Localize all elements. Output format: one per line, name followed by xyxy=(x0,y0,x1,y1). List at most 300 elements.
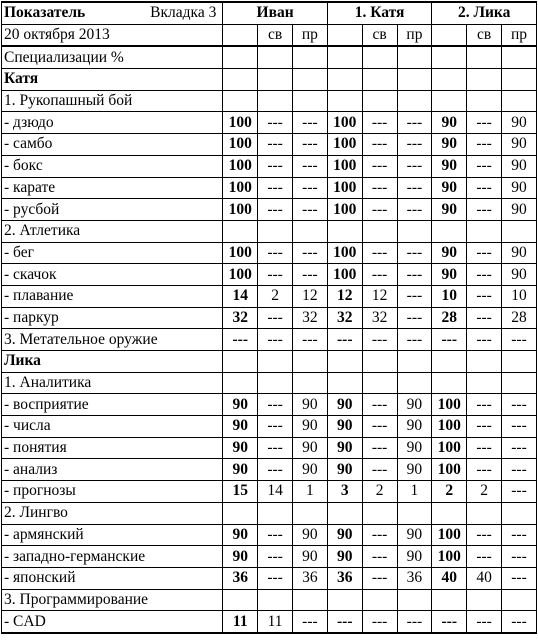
sv-cell: --- xyxy=(362,155,397,177)
header-tab: Вкладка 3 xyxy=(150,4,217,22)
row-label: - армянский xyxy=(2,524,223,546)
sub-header-pr: пр xyxy=(397,24,432,46)
value-cell: 100 xyxy=(327,199,362,221)
value-cell: 15 xyxy=(223,481,258,503)
value-cell xyxy=(432,372,467,394)
pr-cell xyxy=(397,69,432,91)
sv-cell: --- xyxy=(467,459,502,481)
value-cell: 100 xyxy=(432,459,467,481)
value-cell xyxy=(327,90,362,112)
value-cell xyxy=(223,589,258,611)
pr-cell: 90 xyxy=(502,199,537,221)
pr-cell xyxy=(293,502,328,524)
row-label: - понятия xyxy=(2,437,223,459)
row-label: Катя xyxy=(2,69,223,91)
value-cell: 90 xyxy=(432,242,467,264)
sv-cell xyxy=(258,90,293,112)
row-label: 3. Программирование xyxy=(2,589,223,611)
sv-cell xyxy=(467,46,502,68)
sv-cell: --- xyxy=(258,524,293,546)
sv-cell: --- xyxy=(467,611,502,633)
sv-cell: 2 xyxy=(258,285,293,307)
table-row xyxy=(2,589,537,611)
pr-cell xyxy=(293,90,328,112)
sv-cell: --- xyxy=(258,177,293,199)
sv-cell: --- xyxy=(467,546,502,568)
pr-cell: 1 xyxy=(293,481,328,503)
header-title-cell xyxy=(2,2,223,24)
row-label: 1. Рукопашный бой xyxy=(2,90,223,112)
report-body xyxy=(2,2,537,633)
table-row xyxy=(2,285,537,307)
value-cell: 100 xyxy=(432,546,467,568)
value-cell: 90 xyxy=(327,459,362,481)
sv-cell: 32 xyxy=(362,307,397,329)
sv-cell: --- xyxy=(258,416,293,438)
value-cell: 100 xyxy=(223,264,258,286)
value-cell: 100 xyxy=(327,134,362,156)
sub-header-sv: св xyxy=(258,24,293,46)
sv-cell: --- xyxy=(258,264,293,286)
table-row xyxy=(2,611,537,633)
value-cell: 90 xyxy=(327,437,362,459)
value-cell xyxy=(327,46,362,68)
sv-cell: --- xyxy=(467,155,502,177)
sub-header-value xyxy=(223,24,258,46)
group-header-lika: 2. Лика xyxy=(432,2,537,24)
value-cell: 100 xyxy=(327,177,362,199)
sv-cell: 2 xyxy=(467,481,502,503)
sub-header-pr: пр xyxy=(502,24,537,46)
table-row xyxy=(2,112,537,134)
value-cell: 100 xyxy=(223,199,258,221)
table-row xyxy=(2,177,537,199)
pr-cell: --- xyxy=(293,177,328,199)
sv-cell: --- xyxy=(467,416,502,438)
pr-cell xyxy=(293,351,328,373)
pr-cell: 36 xyxy=(293,567,328,589)
value-cell: 100 xyxy=(223,177,258,199)
sv-cell xyxy=(258,372,293,394)
pr-cell: 10 xyxy=(502,285,537,307)
sv-cell: --- xyxy=(467,134,502,156)
value-cell xyxy=(223,372,258,394)
sv-cell: --- xyxy=(467,285,502,307)
value-cell xyxy=(432,69,467,91)
row-label: 2. Атлетика xyxy=(2,220,223,242)
table-row xyxy=(2,459,537,481)
pr-cell: 90 xyxy=(397,546,432,568)
value-cell: 32 xyxy=(327,307,362,329)
pr-cell: --- xyxy=(397,611,432,633)
value-cell: 90 xyxy=(432,112,467,134)
value-cell: 90 xyxy=(223,394,258,416)
pr-cell: 90 xyxy=(293,437,328,459)
value-cell xyxy=(327,69,362,91)
pr-cell: --- xyxy=(293,155,328,177)
row-label: - японский xyxy=(2,567,223,589)
sv-cell: --- xyxy=(362,242,397,264)
value-cell xyxy=(223,90,258,112)
row-label: - числа xyxy=(2,416,223,438)
sv-cell: --- xyxy=(362,264,397,286)
value-cell: 90 xyxy=(223,437,258,459)
value-cell xyxy=(432,589,467,611)
row-label: Лика xyxy=(2,351,223,373)
sub-header-value xyxy=(432,24,467,46)
row-label: 2. Лингво xyxy=(2,502,223,524)
pr-cell: 90 xyxy=(502,112,537,134)
table-row xyxy=(2,307,537,329)
table-row xyxy=(2,220,537,242)
pr-cell: --- xyxy=(293,329,328,351)
pr-cell: 90 xyxy=(397,524,432,546)
pr-cell: --- xyxy=(397,285,432,307)
value-cell xyxy=(327,502,362,524)
value-cell: 100 xyxy=(432,437,467,459)
table-row xyxy=(2,524,537,546)
value-cell: 90 xyxy=(223,459,258,481)
table-row xyxy=(2,155,537,177)
value-cell xyxy=(432,220,467,242)
sv-cell: 2 xyxy=(362,481,397,503)
pr-cell: 28 xyxy=(502,307,537,329)
table-row xyxy=(2,199,537,221)
value-cell: 90 xyxy=(223,546,258,568)
table-row xyxy=(2,351,537,373)
row-label: - паркур xyxy=(2,307,223,329)
sv-cell xyxy=(258,589,293,611)
pr-cell xyxy=(502,46,537,68)
pr-cell: --- xyxy=(397,177,432,199)
value-cell: 100 xyxy=(223,112,258,134)
sv-cell xyxy=(362,372,397,394)
sv-cell: --- xyxy=(258,155,293,177)
value-cell: 40 xyxy=(432,567,467,589)
value-cell: --- xyxy=(327,611,362,633)
pr-cell xyxy=(397,589,432,611)
pr-cell: 90 xyxy=(397,394,432,416)
pr-cell: --- xyxy=(293,199,328,221)
pr-cell: 90 xyxy=(502,134,537,156)
value-cell: 90 xyxy=(432,264,467,286)
pr-cell: --- xyxy=(397,112,432,134)
sv-cell: --- xyxy=(362,459,397,481)
value-cell: 100 xyxy=(432,394,467,416)
pr-cell: --- xyxy=(502,481,537,503)
value-cell: 36 xyxy=(327,567,362,589)
sv-cell xyxy=(467,502,502,524)
value-cell: --- xyxy=(432,329,467,351)
sv-cell xyxy=(258,46,293,68)
value-cell: 100 xyxy=(432,524,467,546)
pr-cell: --- xyxy=(502,524,537,546)
sv-cell xyxy=(258,69,293,91)
pr-cell: 90 xyxy=(397,437,432,459)
value-cell: 100 xyxy=(327,155,362,177)
sv-cell xyxy=(467,220,502,242)
pr-cell: --- xyxy=(502,567,537,589)
sv-cell: --- xyxy=(258,437,293,459)
pr-cell: --- xyxy=(397,199,432,221)
sv-cell: --- xyxy=(467,307,502,329)
sub-header-pr: пр xyxy=(293,24,328,46)
group-header-ivan: Иван xyxy=(223,2,328,24)
pr-cell: --- xyxy=(397,134,432,156)
sv-cell: --- xyxy=(258,329,293,351)
value-cell: 3 xyxy=(327,481,362,503)
pr-cell: --- xyxy=(397,155,432,177)
sv-cell: 11 xyxy=(258,611,293,633)
pr-cell: 90 xyxy=(293,459,328,481)
pr-cell: 90 xyxy=(293,546,328,568)
pr-cell: --- xyxy=(502,416,537,438)
table-row xyxy=(2,372,537,394)
sv-cell: --- xyxy=(467,112,502,134)
table-row xyxy=(2,90,537,112)
sv-cell: --- xyxy=(362,199,397,221)
pr-cell: --- xyxy=(293,112,328,134)
sv-cell: --- xyxy=(362,611,397,633)
sv-cell xyxy=(467,90,502,112)
row-label: - самбо xyxy=(2,134,223,156)
pr-cell: --- xyxy=(293,264,328,286)
sv-cell: --- xyxy=(258,394,293,416)
table-row xyxy=(2,69,537,91)
value-cell: 100 xyxy=(327,264,362,286)
pr-cell xyxy=(397,502,432,524)
pr-cell xyxy=(397,90,432,112)
pr-cell: 12 xyxy=(293,285,328,307)
pr-cell: 90 xyxy=(502,264,537,286)
pr-cell xyxy=(502,69,537,91)
pr-cell: --- xyxy=(397,242,432,264)
row-label: - CAD xyxy=(2,611,223,633)
pr-cell xyxy=(397,220,432,242)
value-cell xyxy=(432,502,467,524)
sv-cell: --- xyxy=(467,199,502,221)
sv-cell: 40 xyxy=(467,567,502,589)
value-cell: 12 xyxy=(327,285,362,307)
row-label: 1. Аналитика xyxy=(2,372,223,394)
value-cell: --- xyxy=(327,329,362,351)
value-cell: 100 xyxy=(223,242,258,264)
table-row xyxy=(2,437,537,459)
pr-cell xyxy=(502,351,537,373)
table-row xyxy=(2,502,537,524)
sv-cell: --- xyxy=(362,112,397,134)
sv-cell: --- xyxy=(467,264,502,286)
sv-cell xyxy=(258,502,293,524)
row-label: - бокс xyxy=(2,155,223,177)
sv-cell: 12 xyxy=(362,285,397,307)
sv-cell xyxy=(362,46,397,68)
pr-cell: --- xyxy=(293,611,328,633)
sub-header-value xyxy=(327,24,362,46)
sub-header-sv: св xyxy=(362,24,397,46)
sv-cell: --- xyxy=(362,394,397,416)
row-label: - плавание xyxy=(2,285,223,307)
row-label: - прогнозы xyxy=(2,481,223,503)
sv-cell xyxy=(467,69,502,91)
sv-cell: --- xyxy=(258,307,293,329)
pr-cell xyxy=(502,372,537,394)
row-label: - русбой xyxy=(2,199,223,221)
sv-cell: --- xyxy=(362,546,397,568)
value-cell: 90 xyxy=(327,416,362,438)
pr-cell: 1 xyxy=(397,481,432,503)
sv-cell: --- xyxy=(362,437,397,459)
table-row xyxy=(2,329,537,351)
value-cell: 11 xyxy=(223,611,258,633)
sv-cell xyxy=(362,589,397,611)
value-cell: 14 xyxy=(223,285,258,307)
value-cell xyxy=(223,502,258,524)
pr-cell: 90 xyxy=(293,394,328,416)
pr-cell xyxy=(293,589,328,611)
sv-cell xyxy=(362,69,397,91)
row-label: 3. Метательное оружие xyxy=(2,329,223,351)
sv-cell: --- xyxy=(258,134,293,156)
value-cell: 2 xyxy=(432,481,467,503)
value-cell: 36 xyxy=(223,567,258,589)
value-cell: 90 xyxy=(223,416,258,438)
pr-cell: 90 xyxy=(293,524,328,546)
pr-cell xyxy=(502,502,537,524)
pr-cell xyxy=(397,46,432,68)
pr-cell: --- xyxy=(502,546,537,568)
table-row xyxy=(2,264,537,286)
sv-cell: --- xyxy=(362,567,397,589)
sv-cell xyxy=(467,372,502,394)
pr-cell: --- xyxy=(502,437,537,459)
value-cell: 100 xyxy=(327,112,362,134)
pr-cell: 32 xyxy=(293,307,328,329)
value-cell: 90 xyxy=(432,199,467,221)
value-cell: --- xyxy=(223,329,258,351)
sv-cell: --- xyxy=(362,416,397,438)
sv-cell xyxy=(258,351,293,373)
pr-cell: --- xyxy=(502,394,537,416)
sv-cell: --- xyxy=(467,242,502,264)
sv-cell: --- xyxy=(467,524,502,546)
value-cell: 90 xyxy=(327,524,362,546)
value-cell xyxy=(223,220,258,242)
sv-cell: --- xyxy=(258,567,293,589)
value-cell: 32 xyxy=(223,307,258,329)
sv-cell: --- xyxy=(362,177,397,199)
sv-cell: --- xyxy=(362,329,397,351)
pr-cell xyxy=(293,46,328,68)
row-label: - карате xyxy=(2,177,223,199)
sv-cell xyxy=(467,351,502,373)
row-label: - скачок xyxy=(2,264,223,286)
pr-cell: 90 xyxy=(502,177,537,199)
sv-cell: --- xyxy=(467,329,502,351)
pr-cell: 36 xyxy=(397,567,432,589)
value-cell: 10 xyxy=(432,285,467,307)
pr-cell xyxy=(293,69,328,91)
sv-cell: --- xyxy=(467,437,502,459)
table-row xyxy=(2,394,537,416)
header-row-groups xyxy=(2,2,537,24)
sv-cell: 14 xyxy=(258,481,293,503)
row-label: Специализации % xyxy=(2,46,223,68)
table-row xyxy=(2,481,537,503)
table-row xyxy=(2,242,537,264)
value-cell: 100 xyxy=(223,134,258,156)
table-row xyxy=(2,416,537,438)
sv-cell: --- xyxy=(258,546,293,568)
pr-cell: --- xyxy=(502,329,537,351)
pr-cell: 90 xyxy=(502,155,537,177)
pr-cell: --- xyxy=(293,242,328,264)
value-cell: 90 xyxy=(223,524,258,546)
report-table xyxy=(1,1,537,634)
value-cell: 90 xyxy=(432,177,467,199)
sv-cell: --- xyxy=(258,199,293,221)
value-cell xyxy=(432,351,467,373)
value-cell: 100 xyxy=(327,242,362,264)
pr-cell: 90 xyxy=(502,242,537,264)
value-cell: --- xyxy=(432,611,467,633)
table-row xyxy=(2,134,537,156)
value-cell xyxy=(327,372,362,394)
pr-cell xyxy=(293,372,328,394)
sv-cell: --- xyxy=(258,242,293,264)
value-cell: 90 xyxy=(327,394,362,416)
sv-cell: --- xyxy=(258,459,293,481)
pr-cell: 90 xyxy=(397,459,432,481)
value-cell: 90 xyxy=(327,546,362,568)
sv-cell xyxy=(467,589,502,611)
sv-cell xyxy=(362,351,397,373)
table-row xyxy=(2,46,537,68)
value-cell: 90 xyxy=(432,155,467,177)
value-cell: 90 xyxy=(432,134,467,156)
header-date: 20 октября 2013 xyxy=(2,24,223,46)
pr-cell: --- xyxy=(502,611,537,633)
table-row xyxy=(2,546,537,568)
sv-cell xyxy=(362,502,397,524)
value-cell xyxy=(327,589,362,611)
table-row xyxy=(2,567,537,589)
header-row-sub xyxy=(2,24,537,46)
row-label: - дзюдо xyxy=(2,112,223,134)
group-header-katya: 1. Катя xyxy=(327,2,432,24)
value-cell: 100 xyxy=(432,416,467,438)
pr-cell xyxy=(397,351,432,373)
pr-cell xyxy=(397,372,432,394)
sub-header-sv: св xyxy=(467,24,502,46)
sv-cell xyxy=(362,90,397,112)
pr-cell xyxy=(502,90,537,112)
sv-cell xyxy=(362,220,397,242)
row-label: - бег xyxy=(2,242,223,264)
value-cell xyxy=(327,220,362,242)
pr-cell: 90 xyxy=(293,416,328,438)
sv-cell: --- xyxy=(362,524,397,546)
sv-cell: --- xyxy=(467,177,502,199)
row-label: - анализ xyxy=(2,459,223,481)
pr-cell: 90 xyxy=(397,416,432,438)
value-cell: 100 xyxy=(223,155,258,177)
sv-cell: --- xyxy=(362,134,397,156)
pr-cell xyxy=(502,220,537,242)
pr-cell: --- xyxy=(397,264,432,286)
sv-cell: --- xyxy=(467,394,502,416)
value-cell xyxy=(432,46,467,68)
